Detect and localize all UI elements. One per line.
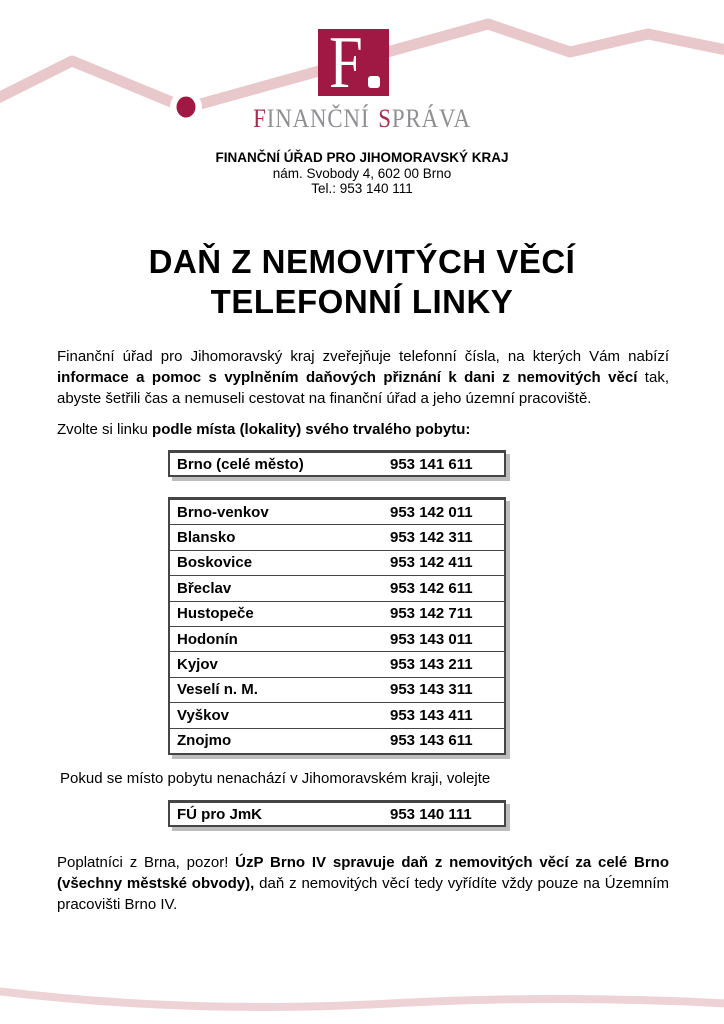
wordmark-f-cap: F	[253, 104, 267, 133]
phone-table-row	[170, 575, 504, 600]
districts-phone-table	[168, 497, 506, 755]
logo-wordmark	[43, 106, 680, 132]
region-phone-table	[168, 800, 506, 827]
phone-table-row	[170, 651, 504, 676]
office-name: FINANČNÍ ÚŘAD PRO JIHOMORAVSKÝ KRAJ	[215, 150, 509, 165]
logo-f-letter: F	[329, 22, 363, 104]
footer-note-paragraph: Poplatníci z Brna, pozor! ÚzP Brno IV spravuje daň z nemovitých věcí za celé Brno (všechny městské obvody), daň z nemovitých věcí tedy vyřídíte vždy pouze na Územním pracovišti Brno IV.	[57, 854, 669, 913]
place-label: Hodonín	[177, 630, 238, 648]
place-label: FÚ pro JmK	[177, 805, 263, 823]
place-label: Břeclav	[177, 579, 232, 597]
phone-table-row	[170, 802, 504, 825]
choose-line-instruction: Zvolte si linku podle místa (lokality) svého trvalého pobytu:	[57, 421, 471, 438]
phone-table-row	[170, 550, 504, 575]
phone-number: 953 140 111	[390, 805, 472, 823]
phone-table-row	[170, 626, 504, 651]
page-title	[0, 242, 724, 322]
financni-sprava-logo	[318, 22, 389, 104]
phone-number: 953 143 211	[390, 656, 473, 674]
place-label: Brno-venkov	[177, 503, 269, 521]
phone-table-row	[170, 728, 504, 753]
logo-period-dot	[368, 76, 380, 88]
phone-number: 953 141 611	[390, 455, 473, 473]
phone-number: 953 142 711	[390, 605, 473, 623]
office-phone: Tel.: 953 140 111	[311, 181, 413, 196]
place-label: Vyškov	[177, 706, 229, 724]
place-label: Znojmo	[177, 732, 232, 750]
office-address: nám. Svobody 4, 602 00 Brno	[272, 165, 452, 181]
footer-wave-decoration	[0, 960, 724, 1024]
place-label: Kyjov	[177, 656, 218, 674]
brno-phone-table	[168, 450, 506, 477]
page-title-line1: DAŇ Z NEMOVITÝCH VĚCÍ	[148, 243, 576, 280]
phone-table-row	[170, 499, 504, 524]
place-label: Hustopeče	[177, 605, 254, 623]
intro-paragraph: Finanční úřad pro Jihomoravský kraj zveřejňuje telefonní čísla, na kterých Vám nabízí informace a pomoc s vyplněním daňových přiznání k dani z nemovitých věcí tak, abyste šetřili čas a nemuseli cestovat na finanční úřad a jeho územní pracoviště.	[57, 348, 669, 407]
wordmark-s-cap: S	[378, 104, 392, 133]
place-label: Veselí n. M.	[177, 681, 258, 699]
phone-table-row	[170, 702, 504, 727]
place-label: Brno (celé město)	[177, 455, 304, 473]
phone-number: 953 142 611	[390, 579, 473, 597]
page-title-line2: TELEFONNÍ LINKY	[210, 283, 514, 320]
phone-table-row	[170, 524, 504, 549]
office-header	[0, 150, 724, 197]
place-label: Boskovice	[177, 554, 253, 572]
phone-number: 953 143 011	[390, 630, 473, 648]
fallback-note: Pokud se místo pobytu nenachází v Jihomoravském kraji, volejte	[60, 770, 491, 787]
phone-number: 953 143 411	[390, 706, 473, 724]
phone-number: 953 143 311	[390, 681, 473, 699]
phone-table-row	[170, 452, 504, 475]
phone-number: 953 143 611	[390, 732, 473, 750]
wordmark-rest1: INANČNÍ	[266, 104, 370, 133]
phone-table-row	[170, 677, 504, 702]
phone-number: 953 142 411	[390, 554, 473, 572]
phone-number: 953 142 311	[390, 529, 473, 547]
phone-number: 953 142 011	[390, 503, 473, 521]
place-label: Blansko	[177, 529, 236, 547]
phone-table-row	[170, 601, 504, 626]
wordmark-rest2: PRÁVA	[391, 104, 471, 133]
